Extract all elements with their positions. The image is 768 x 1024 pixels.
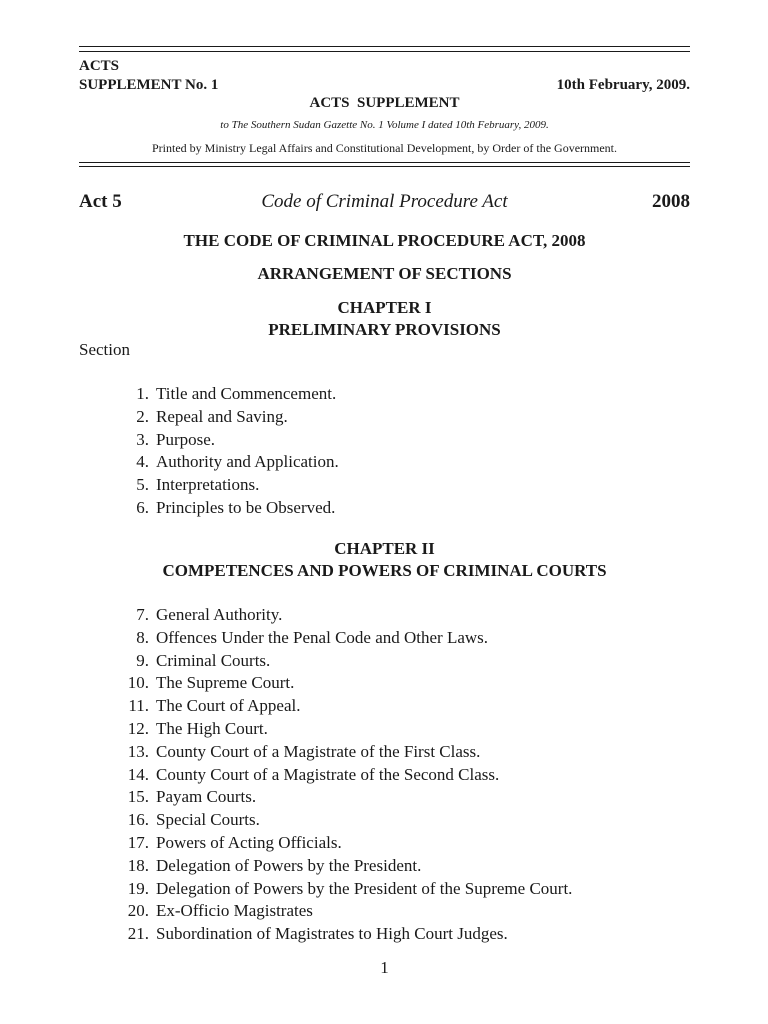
chapter-1-section-list [79,383,690,520]
section-item [79,695,690,718]
arrangement-heading: ARRANGEMENT OF SECTIONS [257,264,512,283]
section-title: Payam Courts. [156,787,257,807]
section-title: Repeal and Saving. [156,406,288,426]
section-title: Subordination of Magistrates to High Court Judges. [156,924,508,944]
section-number: 18. [127,855,149,875]
chapter-label: CHAPTER I [337,298,432,317]
section-number: 10. [127,673,149,693]
section-item [79,672,690,695]
act-line [79,191,690,215]
section-item [79,406,690,429]
section-title: The High Court. [156,718,268,738]
section-item [79,451,690,474]
section-title: Delegation of Powers by the President. [156,855,422,875]
section-title: Purpose. [156,429,216,449]
chapter-label: CHAPTER II [334,539,435,558]
section-item [79,627,690,650]
section-title: Criminal Courts. [156,650,271,670]
section-number: 3. [136,429,149,449]
printed-by-note: Printed by Ministry Legal Affairs and Constitutional Development, by Order of the Government. [151,141,618,155]
section-number: 4. [136,452,149,472]
section-title: General Authority. [156,605,283,624]
section-title: Interpretations. [156,475,260,495]
section-title: Offences Under the Penal Code and Other Laws. [156,627,489,647]
section-number: 7. [136,605,149,624]
section-number: 16. [127,810,149,830]
section-title: Delegation of Powers by the President of the Supreme Court. [156,878,573,898]
section-number: 13. [127,741,149,761]
section-item [79,923,690,946]
section-item [79,809,690,832]
section-title: Powers of Acting Officials. [156,832,342,852]
section-number: 12. [127,718,149,738]
chapter-title: COMPETENCES AND POWERS OF CRIMINAL COURTS [162,561,607,580]
section-item [79,786,690,809]
section-number: 6. [136,497,149,517]
section-number: 8. [136,627,149,647]
section-number: 19. [127,878,149,898]
supplement-number: SUPPLEMENT No. 1 [79,77,219,93]
section-item [79,474,690,497]
section-number: 1. [136,384,149,403]
gazette-subtitle: to The Southern Sudan Gazette No. 1 Volume I dated 10th February, 2009. [220,119,549,131]
section-title: The Court of Appeal. [156,696,301,716]
act-year: 2008 [652,191,690,212]
top-rule [79,46,690,47]
section-title: The Supreme Court. [156,673,295,693]
section-number: 5. [136,475,149,495]
section-title: Ex-Officio Magistrates [156,901,313,921]
section-number: 9. [136,650,149,670]
section-title: Title and Commencement. [156,384,337,403]
header-bottom-rule [79,162,690,163]
act-title: Code of Criminal Procedure Act [261,191,508,212]
section-item [79,429,690,452]
section-item [79,497,690,520]
section-title: Principles to be Observed. [156,497,336,517]
section-item [79,832,690,855]
acts-label: ACTS [79,58,120,74]
section-number: 17. [127,832,149,852]
section-number: 14. [127,764,149,784]
header-bottom-rule-second [79,166,690,167]
supplement-date: 10th February, 2009. [556,77,690,93]
section-title: County Court of a Magistrate of the Second Class. [156,764,500,784]
section-item [79,900,690,923]
section-number: 21. [127,924,149,944]
section-number: 20. [127,901,149,921]
section-column-label: Section [79,340,130,359]
section-item [79,383,690,406]
section-number: 11. [128,696,149,716]
top-rule-second [79,51,690,52]
section-title: Special Courts. [156,810,260,830]
section-item [79,604,690,627]
chapter-title: PRELIMINARY PROVISIONS [268,320,501,339]
section-item [79,718,690,741]
section-item [79,741,690,764]
acts-supplement-title: ACTS SUPPLEMENT [309,95,460,111]
section-item [79,764,690,787]
chapter-2-section-list [79,604,690,946]
main-title: THE CODE OF CRIMINAL PROCEDURE ACT, 2008 [183,231,586,250]
section-item [79,855,690,878]
section-number: 2. [136,406,149,426]
section-item [79,650,690,673]
act-number: Act 5 [79,191,122,212]
section-title: Authority and Application. [156,452,339,472]
section-title: County Court of a Magistrate of the First Class. [156,741,481,761]
page-number: 1 [380,958,389,977]
section-item [79,878,690,901]
section-number: 15. [127,787,149,807]
